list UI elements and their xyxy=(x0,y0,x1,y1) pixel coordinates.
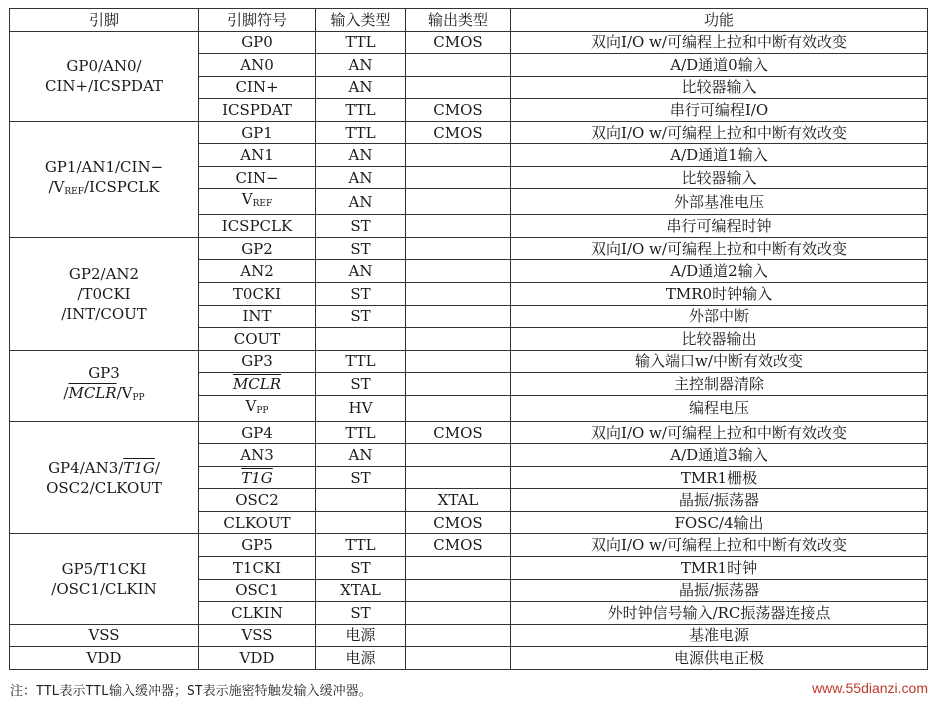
symbol-cell: OSC2 xyxy=(199,489,316,512)
pin-table-body xyxy=(10,31,928,669)
symbol-cell: AN1 xyxy=(199,144,316,167)
input-type-cell: AN xyxy=(316,76,406,99)
function-cell: 主控制器清除 xyxy=(511,373,928,396)
input-type-cell: HV xyxy=(316,395,406,421)
input-type-cell: TTL xyxy=(316,99,406,122)
watermark: www.55dianzi.com xyxy=(812,680,928,696)
pin-name-cell xyxy=(10,534,199,624)
function-cell: 比较器输入 xyxy=(511,76,928,99)
symbol-cell: $V_{PP}$ xyxy=(199,395,316,421)
input-type-cell: TTL xyxy=(316,121,406,144)
input-type-cell: 电源 xyxy=(316,647,406,670)
pin-name-cell xyxy=(10,121,199,237)
pin-name-line: CIN+/ICSPDAT xyxy=(45,77,163,96)
symbol-cell: T0CKI xyxy=(199,283,316,306)
footnote: 注：TTL表示TTL输入缓冲器；ST表示施密特触发输入缓冲器。 xyxy=(10,684,372,699)
symbol-cell: GP0 xyxy=(199,31,316,54)
pin-name-line: $/V_{REF}$/ICSPCLK xyxy=(48,177,160,197)
input-type-cell: AN xyxy=(316,260,406,283)
output-type-cell xyxy=(406,444,511,467)
function-cell: 比较器输入 xyxy=(511,166,928,189)
input-type-cell: TTL xyxy=(316,31,406,54)
pin-name-line: GP0/AN0/ xyxy=(66,57,142,76)
function-cell: 双向I/O w/可编程上拉和中断有效改变 xyxy=(511,121,928,144)
input-type-cell: AN xyxy=(316,189,406,215)
input-type-cell: ST xyxy=(316,305,406,328)
table-row xyxy=(10,31,928,54)
input-type-cell xyxy=(316,511,406,534)
output-type-cell xyxy=(406,260,511,283)
function-cell: 外部基准电压 xyxy=(511,189,928,215)
function-cell: TMR0时钟输入 xyxy=(511,283,928,306)
function-cell: 输入端口w/中断有效改变 xyxy=(511,350,928,373)
output-type-cell: CMOS xyxy=(406,534,511,557)
symbol-cell: CLKOUT xyxy=(199,511,316,534)
output-type-cell xyxy=(406,328,511,351)
function-cell: 晶振/振荡器 xyxy=(511,579,928,602)
symbol-cell: GP1 xyxy=(199,121,316,144)
pin-name-line: GP2/AN2 xyxy=(68,264,140,283)
symbol-cell: GP2 xyxy=(199,237,316,260)
symbol-cell: INT xyxy=(199,305,316,328)
input-type-cell: ST xyxy=(316,283,406,306)
output-type-cell xyxy=(406,579,511,602)
table-row xyxy=(10,647,928,670)
output-type-cell xyxy=(406,144,511,167)
input-type-cell: ST xyxy=(316,373,406,396)
output-type-cell xyxy=(406,373,511,396)
pin-name-line: VSS xyxy=(88,626,120,645)
pin-name-cell xyxy=(10,421,199,534)
table-row xyxy=(10,534,928,557)
output-type-cell xyxy=(406,283,511,306)
input-type-cell: TTL xyxy=(316,534,406,557)
output-type-cell: CMOS xyxy=(406,121,511,144)
output-type-cell: CMOS xyxy=(406,31,511,54)
pin-name-line: GP4/AN3/T1G/ xyxy=(48,458,160,477)
table-row xyxy=(10,421,928,444)
function-cell: 外部中断 xyxy=(511,305,928,328)
input-type-cell xyxy=(316,328,406,351)
function-cell: A/D通道2输入 xyxy=(511,260,928,283)
output-type-cell xyxy=(406,466,511,489)
function-cell: 外时钟信号输入/RC振荡器连接点 xyxy=(511,602,928,625)
function-cell: 双向I/O w/可编程上拉和中断有效改变 xyxy=(511,534,928,557)
pin-name-line: VDD xyxy=(86,648,122,667)
pin-name-line: /INT/COUT xyxy=(61,304,147,323)
function-cell: 基准电源 xyxy=(511,624,928,647)
input-type-cell: ST xyxy=(316,215,406,238)
output-type-cell: CMOS xyxy=(406,511,511,534)
symbol-cell: AN0 xyxy=(199,54,316,77)
symbol-cell: VSS xyxy=(199,624,316,647)
pin-name-line: GP1/AN1/CIN− xyxy=(44,157,164,176)
symbol-cell: CLKIN xyxy=(199,602,316,625)
output-type-cell xyxy=(406,350,511,373)
input-type-cell: ST xyxy=(316,466,406,489)
function-cell: 晶振/振荡器 xyxy=(511,489,928,512)
output-type-cell xyxy=(406,76,511,99)
header-input-type: 输入类型 xyxy=(316,9,406,32)
input-type-cell xyxy=(316,489,406,512)
output-type-cell xyxy=(406,237,511,260)
output-type-cell: CMOS xyxy=(406,99,511,122)
symbol-cell: T1CKI xyxy=(199,557,316,580)
symbol-cell: AN3 xyxy=(199,444,316,467)
function-cell: 电源供电正极 xyxy=(511,647,928,670)
function-cell: A/D通道1输入 xyxy=(511,144,928,167)
output-type-cell: XTAL xyxy=(406,489,511,512)
symbol-cell: $V_{REF}$ xyxy=(199,189,316,215)
pin-name-cell xyxy=(10,31,199,121)
symbol-cell: T1G xyxy=(199,466,316,489)
function-cell: TMR1栅极 xyxy=(511,466,928,489)
symbol-cell: CIN+ xyxy=(199,76,316,99)
output-type-cell: CMOS xyxy=(406,421,511,444)
function-cell: TMR1时钟 xyxy=(511,557,928,580)
function-cell: 串行可编程I/O xyxy=(511,99,928,122)
pin-name-line: /OSC1/CLKIN xyxy=(51,580,157,599)
symbol-cell: COUT xyxy=(199,328,316,351)
symbol-cell: ICSPDAT xyxy=(199,99,316,122)
table-row xyxy=(10,350,928,373)
header-symbol: 引脚符号 xyxy=(199,9,316,32)
pin-name-cell xyxy=(10,237,199,350)
header-pin: 引脚 xyxy=(10,9,199,32)
symbol-cell: OSC1 xyxy=(199,579,316,602)
output-type-cell xyxy=(406,647,511,670)
input-type-cell: XTAL xyxy=(316,579,406,602)
pin-name-line: OSC2/CLKOUT xyxy=(46,478,162,497)
function-cell: 双向I/O w/可编程上拉和中断有效改变 xyxy=(511,237,928,260)
input-type-cell: AN xyxy=(316,54,406,77)
symbol-cell: MCLR xyxy=(199,373,316,396)
output-type-cell xyxy=(406,624,511,647)
function-cell: 编程电压 xyxy=(511,395,928,421)
header-output-type: 输出类型 xyxy=(406,9,511,32)
function-cell: 双向I/O w/可编程上拉和中断有效改变 xyxy=(511,31,928,54)
table-row xyxy=(10,121,928,144)
table-row xyxy=(10,624,928,647)
table-row xyxy=(10,237,928,260)
input-type-cell: ST xyxy=(316,602,406,625)
pin-name-line: GP3 xyxy=(88,364,120,383)
input-type-cell: ST xyxy=(316,557,406,580)
pin-name-line: GP5/T1CKI xyxy=(61,560,147,579)
input-type-cell: AN xyxy=(316,166,406,189)
function-cell: A/D通道0输入 xyxy=(511,54,928,77)
symbol-cell: VDD xyxy=(199,647,316,670)
input-type-cell: TTL xyxy=(316,350,406,373)
input-type-cell: 电源 xyxy=(316,624,406,647)
output-type-cell xyxy=(406,557,511,580)
output-type-cell xyxy=(406,215,511,238)
symbol-cell: GP4 xyxy=(199,421,316,444)
output-type-cell xyxy=(406,305,511,328)
pin-name-cell xyxy=(10,647,199,670)
function-cell: 比较器输出 xyxy=(511,328,928,351)
input-type-cell: TTL xyxy=(316,421,406,444)
output-type-cell xyxy=(406,189,511,215)
function-cell: FOSC/4输出 xyxy=(511,511,928,534)
table-header-row xyxy=(10,9,928,32)
output-type-cell xyxy=(406,54,511,77)
header-function: 功能 xyxy=(511,9,928,32)
pin-name-line: /T0CKI xyxy=(77,284,131,303)
function-cell: 串行可编程时钟 xyxy=(511,215,928,238)
pin-table xyxy=(9,8,928,670)
function-cell: A/D通道3输入 xyxy=(511,444,928,467)
pin-name-line: $/MCLR/V_{PP}$ xyxy=(63,384,145,404)
symbol-cell: CIN− xyxy=(199,166,316,189)
function-cell: 双向I/O w/可编程上拉和中断有效改变 xyxy=(511,421,928,444)
output-type-cell xyxy=(406,395,511,421)
input-type-cell: ST xyxy=(316,237,406,260)
output-type-cell xyxy=(406,166,511,189)
output-type-cell xyxy=(406,602,511,625)
pin-name-cell xyxy=(10,624,199,647)
symbol-cell: GP5 xyxy=(199,534,316,557)
input-type-cell: AN xyxy=(316,444,406,467)
symbol-cell: GP3 xyxy=(199,350,316,373)
symbol-cell: ICSPCLK xyxy=(199,215,316,238)
symbol-cell: AN2 xyxy=(199,260,316,283)
pin-name-cell xyxy=(10,350,199,421)
input-type-cell: AN xyxy=(316,144,406,167)
